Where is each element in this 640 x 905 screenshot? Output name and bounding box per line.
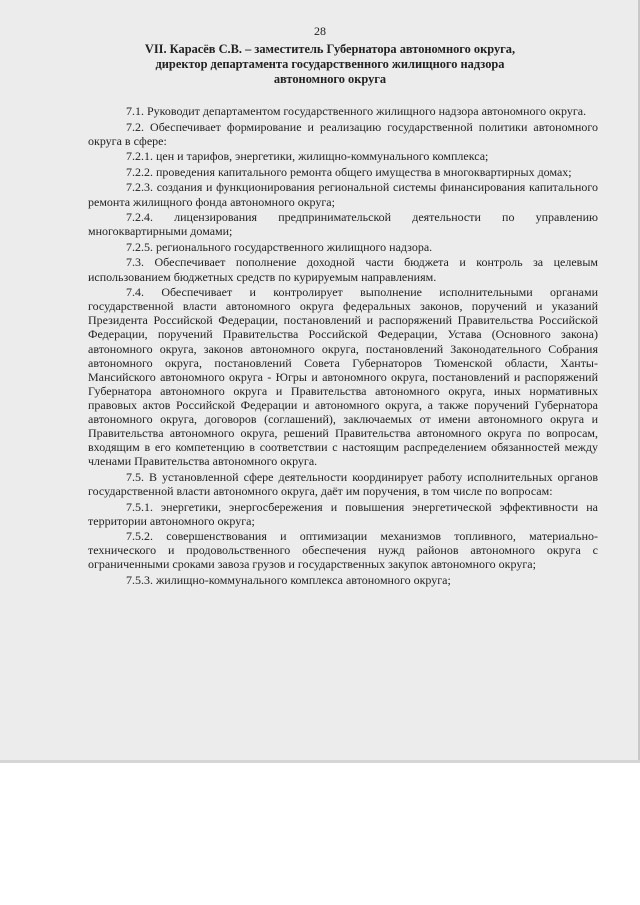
paragraph: 7.1. Руководит департаментом государственного жилищного надзора автономного округа. — [126, 104, 587, 118]
paragraph: 7.5.2. совершенствования и оптимизации механизмов топливного, материально-технического и продовольственного обеспечения нужд районов автономного округа с ограниченными сроками завоза грузов и государственных закупок автономного округа; — [88, 529, 598, 572]
paragraph: 7.2.3. создания и функционирования региональной системы финансирования капитального ремонта жилищного фонда автономного округа; — [88, 180, 598, 209]
section-title — [80, 42, 580, 87]
section-title-line: автономного округа — [273, 72, 387, 86]
paragraph: 7.2. Обеспечивает формирование и реализацию государственной политики автономного округа в сфере: — [88, 119, 598, 148]
page-edge-divider — [0, 760, 640, 763]
paragraph: 7.2.1. цен и тарифов, энергетики, жилищно-коммунального комплекса; — [126, 149, 489, 164]
paragraph: 7.2.2. проведения капитального ремонта общего имущества в многоквартирных домах; — [126, 164, 572, 179]
paragraph: 7.4. Обеспечивает и контролирует выполнение исполнительными органами государственной власти автономного округа федеральных законов, поручений и указаний Президента Российской Федерации, постановлений и распоряжений Правительства Российской Федерации, поручений Правительства Российской Федерации, Устава (Основного закона) автономного округа, законов автономного округа, постановлений Законодательного Собрания автономного округа, постановлений Совета Губернаторов Тюменской области, Ханты-Мансийского автономного округа - Югры и автономного округа, постановлений и распоряжений Губернатора автономного округа и Правительства автономного округа, иных нормативных правовых актов Российской Федерации и автономного округа, а также поручений Губернатора автономного округа, договоров (соглашений), заключаемых от имени автономного округа и Правительства автономного округа, решений Правительства автономного округа по вопросам, входящим в его компетенцию в соответствии с настоящим распределением обязанностей между членами Правительства автономного округа. — [88, 285, 598, 469]
section-title-line: VII. Карасёв С.В. – заместитель Губернатора автономного округа, — [144, 42, 516, 56]
document-body — [88, 104, 598, 589]
paragraph: 7.5. В установленной сфере деятельности координирует работу исполнительных органов государственной власти автономного округа, даёт им поручения, в том числе по вопросам: — [88, 469, 598, 498]
section-title-line: директор департамента государственного жилищного надзора — [155, 57, 505, 71]
paragraph: 7.2.5. регионального государственного жилищного надзора. — [126, 239, 433, 254]
paragraph: 7.5.1. энергетики, энергосбережения и повышения энергетической эффективности на территории автономного округа; — [88, 499, 598, 528]
paragraph: 7.5.3. жилищно-коммунального комплекса автономного округа; — [126, 573, 451, 587]
paragraph: 7.2.4. лицензирования предпринимательской деятельности по управлению многоквартирными домами; — [88, 210, 598, 239]
paragraph: 7.3. Обеспечивает пополнение доходной части бюджета и контроль за целевым использованием бюджетных средств по курируемым направлениям. — [88, 255, 598, 284]
page-number: 28 — [314, 24, 326, 38]
